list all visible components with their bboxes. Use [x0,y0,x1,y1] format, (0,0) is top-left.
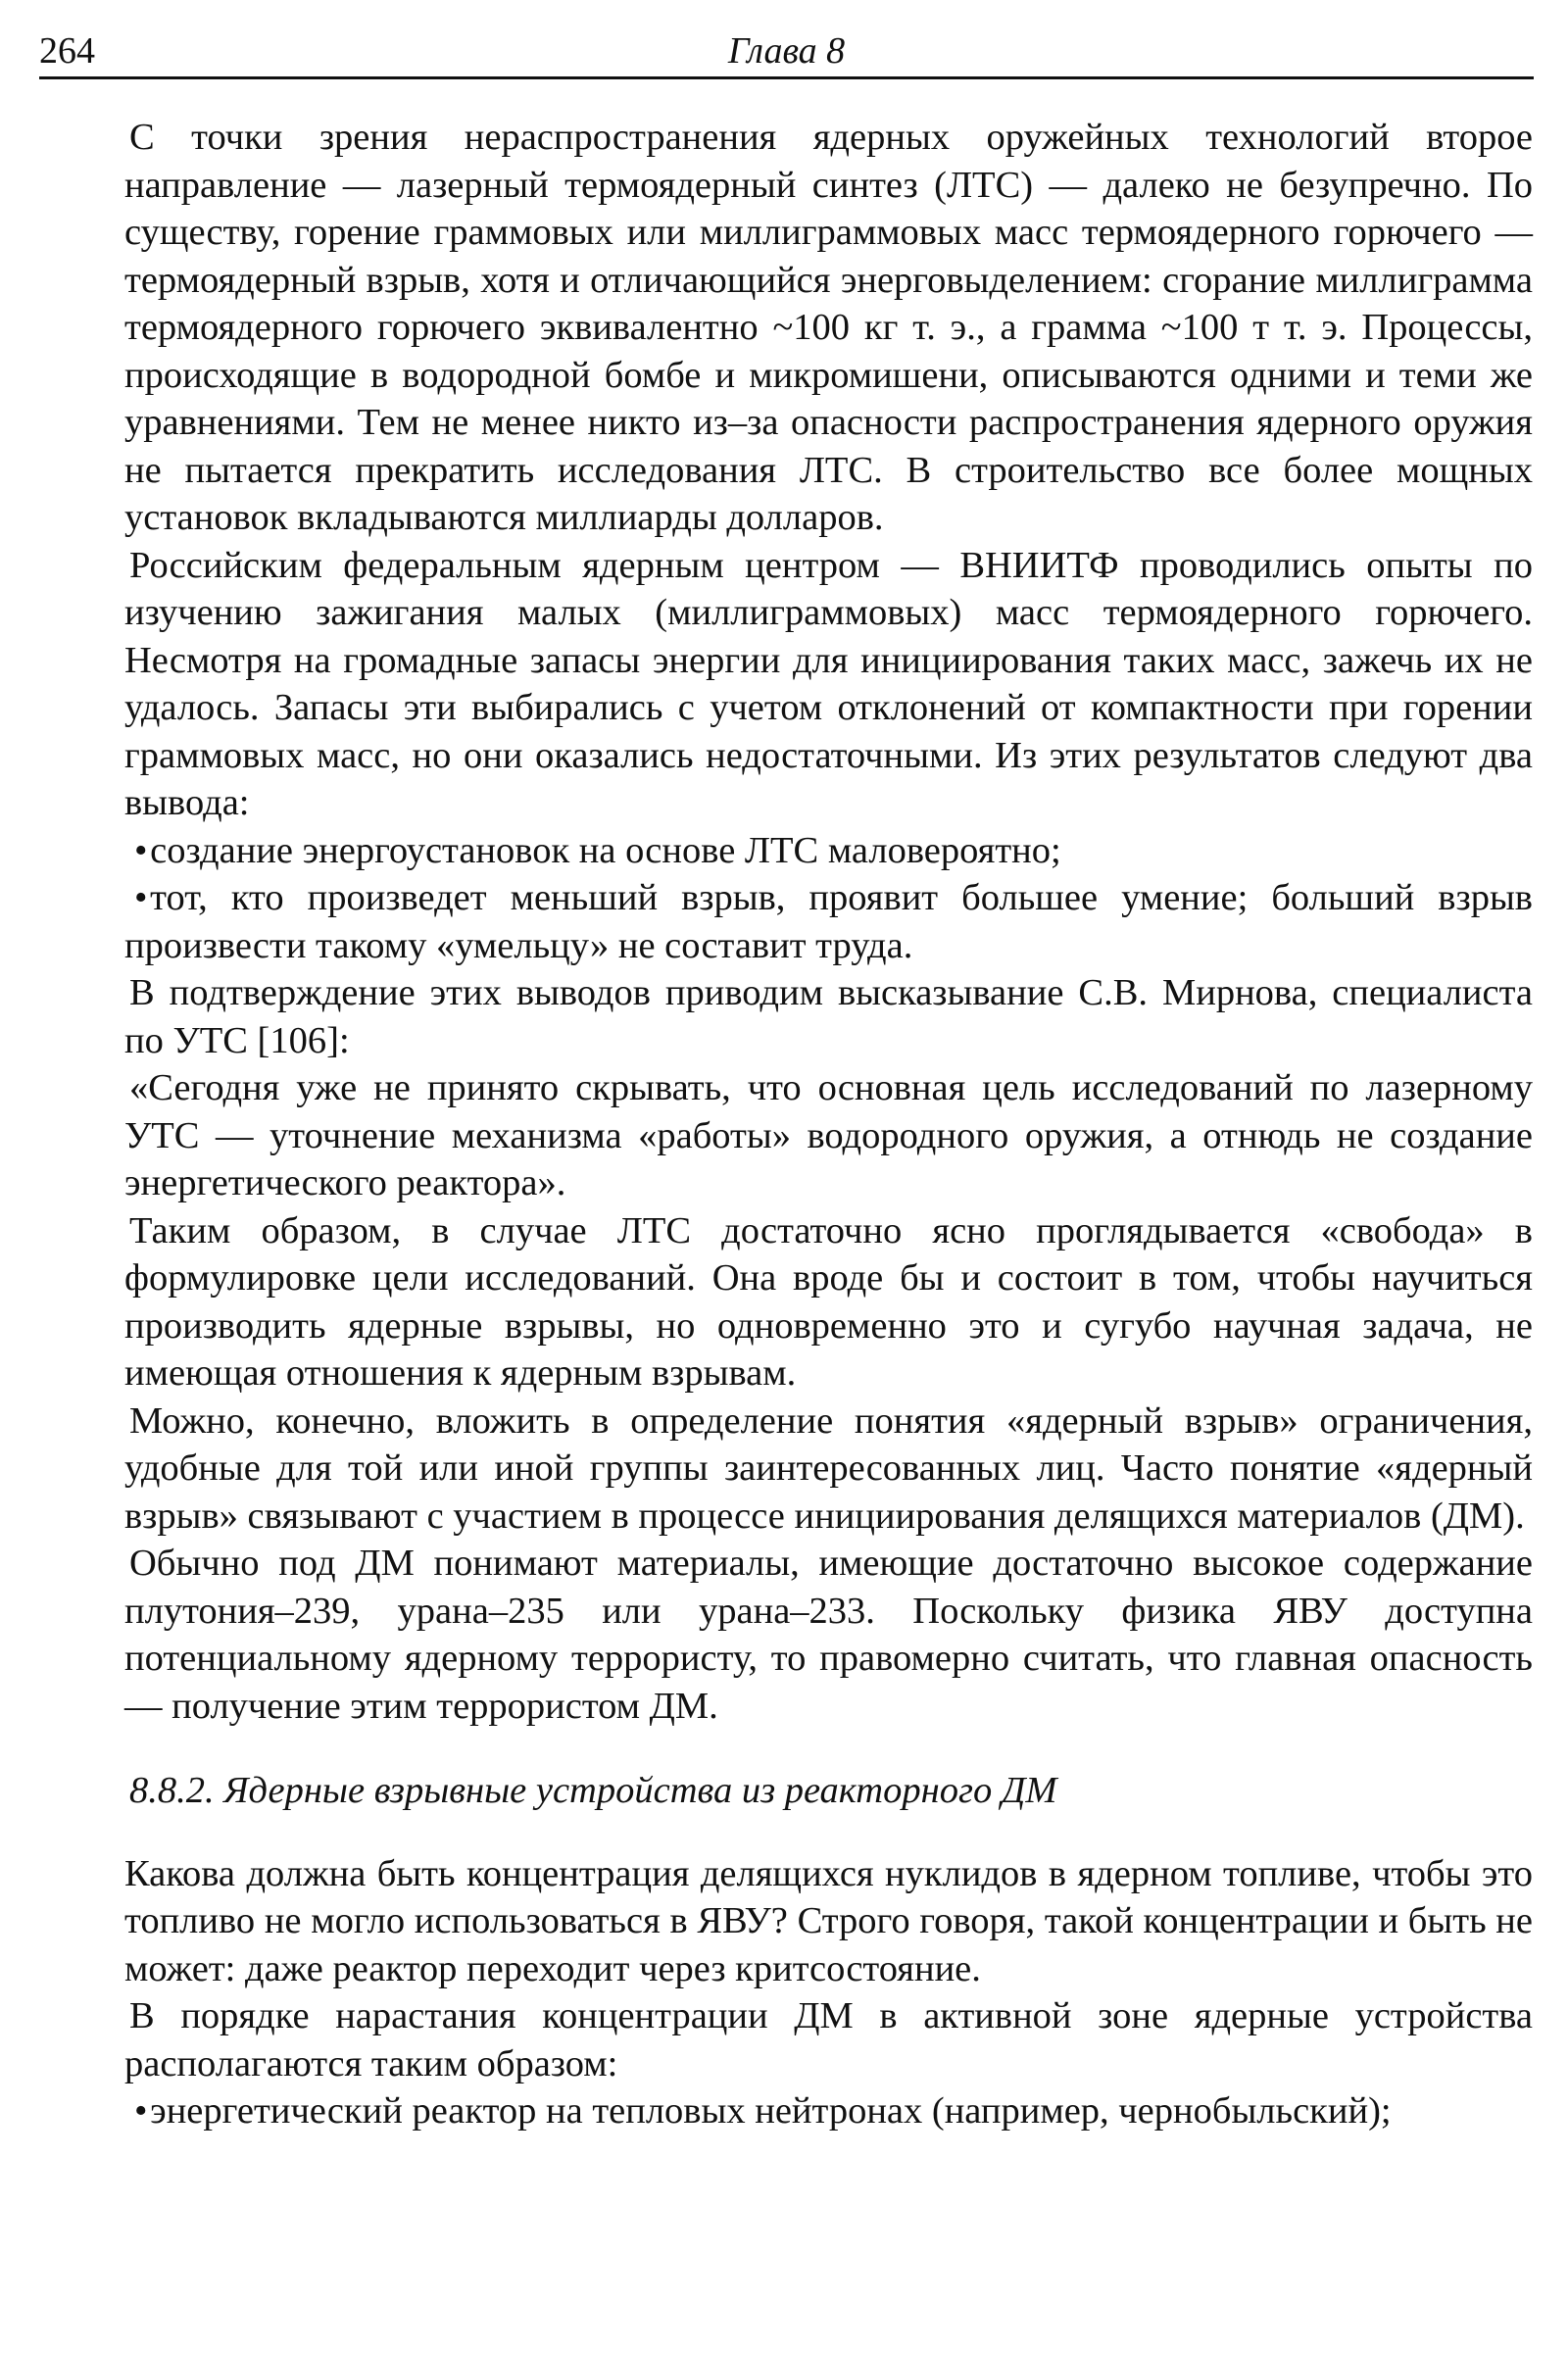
paragraph-3: В подтверждение этих выводов приводим высказывание С.В. Мирнова, специалиста по УТС [106]: [124,972,1533,1061]
bullet-item-1-text: создание энергоустановок на основе ЛТС маловероятно; [150,829,1061,871]
paragraph-2: Российским федеральным ядерным центром — ВНИИТФ проводились опыты по изучению зажигания малых (миллиграммовых) масс термоядерного горючего. Несмотря на громадные запасы энергии для инициирования таких масс, зажечь их не удалось. Запасы эти выбирались с учетом отклонений от компактности при горении граммовых масс, но они оказались недостаточными. Из этих результатов следуют два вывода: [124,544,1533,823]
paragraph-5: Таким образом, в случае ЛТС достаточно ясно проглядывается «свобода» в формулировке цели исследований. Она вроде бы и состоит в том, чтобы научиться производить ядерные взрывы, но одновременно это и сугубо научная задача, не имеющая отношения к ядерным взрывам. [124,1209,1533,1394]
paragraph-8: Какова должна быть концентрация делящихся нуклидов в ядерном топливе, чтобы это топливо не могло использоваться в ЯВУ? Строго говоря, такой концентрации и быть не может: даже реактор переходит через критсостояние. [124,1852,1533,1989]
header-rule [39,76,1534,79]
running-head: Глава 8 [727,30,846,72]
bullet-icon: • [134,2090,148,2132]
bullet-icon: • [134,829,148,871]
page-number: 264 [39,30,95,72]
paragraph-1: С точки зрения нераспространения ядерных оружейных технологий второе направление — лазерный термоядерный синтез (ЛТС) — далеко не безупречно. По существу, горение граммовых или миллиграммовых масс термоядерного горючего — термоядерный взрыв, хотя и отличающийся энерговыделением: сгорание миллиграмма термоядерного горючего эквивалентно ~100 кг т. э., а грамма ~100 т т. э. Процессы, происходящие в водородной бомбе и микромишени, описываются одними и теми же уравнениями. Тем не менее никто из–за опасности распространения ядерного оружия не пытается прекратить исследования ЛТС. В строительство все более мощных установок вкладываются миллиарды долларов. [124,117,1533,538]
bullet-item-2-text: тот, кто произведет меньший взрыв, проявит большее умение; больший взрыв произвести такому «умельцу» не составит труда. [124,877,1533,966]
paragraph-7: Обычно под ДМ понимают материалы, имеющие достаточно высокое содержание плутония–239, урана–235 или урана–233. Поскольку физика ЯВУ доступна потенциальному ядерному террористу, то правомерно считать, что главная опасность — получение этим террористом ДМ. [124,1543,1533,1727]
page-header [39,24,1534,74]
quote-paragraph: «Сегодня уже не принято скрывать, что основная цель исследований по лазерному УТС — уточнение механизма «работы» водородного оружия, а отнюдь не создание энергетического реактора». [124,1067,1533,1203]
bullet-item-3-text: энергетический реактор на тепловых нейтронах (например, чернобыльский); [150,2090,1392,2132]
body-text [124,114,1533,2135]
paragraph-9: В порядке нарастания концентрации ДМ в активной зоне ядерные устройства располагаются таким образом: [124,1995,1533,2084]
bullet-item-3 [124,2087,1533,2135]
bullet-item-2 [124,874,1533,969]
section-heading: 8.8.2. Ядерные взрывные устройства из реакторного ДМ [129,1770,1057,1811]
paragraph-6: Можно, конечно, вложить в определение понятия «ядерный взрыв» ограничения, удобные для той или иной группы заинтересованных лиц. Часто понятие «ядерный взрыв» связывают с участием в процессе инициирования делящихся материалов (ДМ). [124,1399,1533,1537]
bullet-icon: • [134,877,148,918]
bullet-item-1 [124,827,1533,875]
